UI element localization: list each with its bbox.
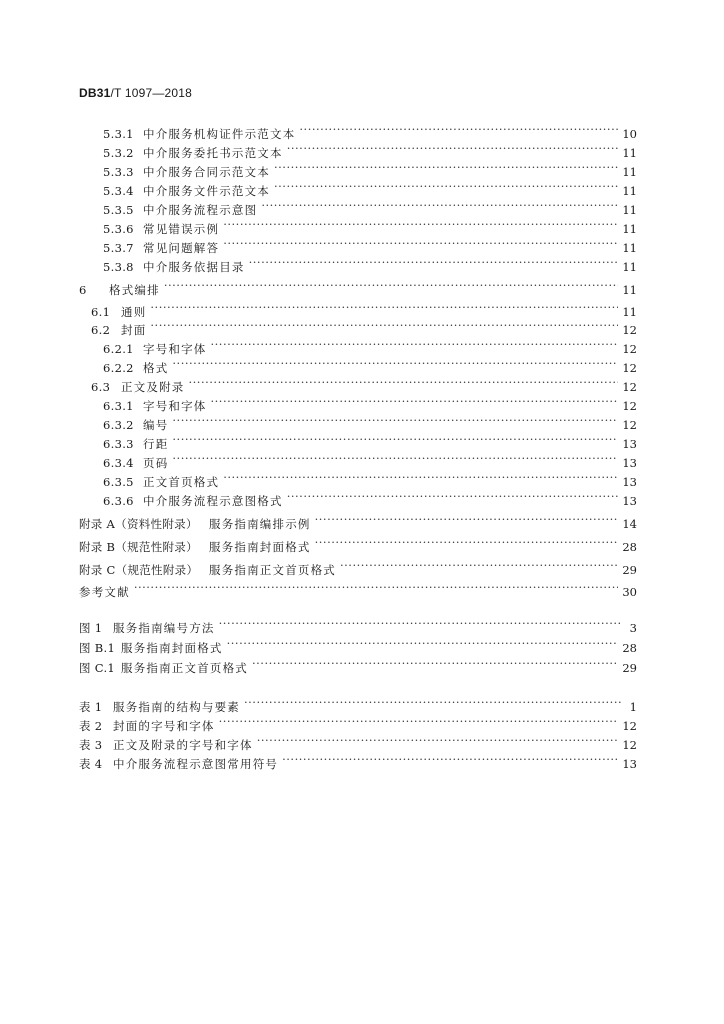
- toc-entry[interactable]: [79, 578, 637, 599]
- toc-entry-title: 封面的字号和字体: [113, 719, 215, 733]
- toc-entry-number: 表 2: [79, 719, 103, 733]
- toc-dot-leader: [211, 392, 619, 410]
- toc-entry-title: 中介服务流程示意图: [143, 203, 258, 217]
- toc-entry-title: 字号和字体: [143, 399, 207, 413]
- toc-entry-number: 6.2.2: [103, 361, 134, 375]
- toc-dot-leader: [299, 120, 618, 138]
- toc-entry-number: 6.3.4: [103, 456, 134, 470]
- toc-dot-leader: [249, 253, 619, 271]
- toc-entry-title: 行距: [143, 437, 169, 451]
- toc-entry-title: 正文及附录: [121, 380, 185, 394]
- toc-entry-page: 30: [622, 585, 637, 599]
- toc-entry-title: 页码: [143, 456, 169, 470]
- toc-entry-number: 6.3.3: [103, 437, 134, 451]
- toc-entry[interactable]: [103, 392, 637, 413]
- toc-entry-page: 11: [622, 222, 637, 236]
- toc-entry-number: 5.3.1: [103, 127, 134, 141]
- toc-entry-number: 图 B.1: [79, 641, 116, 655]
- toc-entry-number: 附录 C（规范性附录）: [79, 563, 199, 577]
- toc-entry-number: 5.3.7: [103, 241, 134, 255]
- toc-entry-number: 附录 B（规范性附录）: [79, 540, 198, 554]
- toc-entry-number: 5.3.4: [103, 184, 134, 198]
- toc-dot-leader: [172, 354, 618, 372]
- toc-dot-leader: [252, 654, 618, 672]
- toc-entry[interactable]: [103, 487, 637, 508]
- toc-dot-leader: [244, 693, 621, 711]
- toc-entry-number: 5.3.8: [103, 260, 134, 274]
- toc-entry-number: 图 1: [79, 621, 103, 635]
- toc-entry-title: 服务指南编号方法: [113, 621, 215, 635]
- toc-dot-leader: [172, 411, 618, 429]
- toc-dot-leader: [340, 556, 618, 574]
- document-code: [79, 86, 192, 100]
- toc-dot-leader: [282, 750, 618, 768]
- toc-entry[interactable]: [79, 510, 637, 531]
- toc-entry[interactable]: [103, 120, 637, 141]
- toc-entry-title: 通则: [121, 305, 147, 319]
- toc-entry-title: 常见问题解答: [143, 241, 220, 255]
- toc-entry[interactable]: [103, 139, 637, 160]
- toc-entry[interactable]: [103, 196, 637, 217]
- toc-entry[interactable]: [79, 533, 637, 554]
- toc-entry-title: 编号: [143, 418, 169, 432]
- toc-entry[interactable]: [79, 712, 637, 733]
- toc-entry-number: 5.3.2: [103, 146, 134, 160]
- toc-entry-number: 6.2: [91, 323, 111, 337]
- toc-entry[interactable]: [103, 335, 637, 356]
- toc-entry-number: 图 C.1: [79, 661, 116, 675]
- toc-entry-page: 12: [622, 380, 637, 394]
- toc-entry-number: 6: [79, 283, 87, 297]
- toc-entry-page: 11: [622, 203, 637, 217]
- toc-dot-leader: [287, 139, 619, 157]
- toc-entry-page: 10: [622, 127, 637, 141]
- toc-entry-page: 12: [622, 418, 637, 432]
- toc-entry[interactable]: [103, 253, 637, 274]
- toc-dot-leader: [227, 634, 619, 652]
- toc-entry-title: 字号和字体: [143, 342, 207, 356]
- toc-entry-number: 表 4: [79, 757, 103, 771]
- toc-entry-number: 6.3.6: [103, 494, 134, 508]
- toc-entry-page: 14: [622, 517, 637, 531]
- toc-entry[interactable]: [103, 449, 637, 470]
- toc-entry-number: 6.1: [91, 305, 111, 319]
- toc-entry[interactable]: [103, 215, 637, 236]
- toc-entry-title: 常见错误示例: [143, 222, 220, 236]
- toc-dot-leader: [172, 449, 618, 467]
- toc-dot-leader: [219, 712, 619, 730]
- toc-entry-number: 5.3.3: [103, 165, 134, 179]
- toc-entry-page: 28: [622, 641, 637, 655]
- toc-entry[interactable]: [103, 354, 637, 375]
- toc-entry-page: 13: [622, 456, 637, 470]
- toc-entry-title: 中介服务合同示范文本: [143, 165, 270, 179]
- toc-entry-title: 参考文献: [79, 585, 130, 599]
- toc-dot-leader: [223, 468, 618, 486]
- toc-entry[interactable]: [79, 750, 637, 771]
- toc-dot-leader: [315, 533, 619, 551]
- toc-entry-title: 中介服务依据目录: [143, 260, 245, 274]
- toc-entry-page: 1: [629, 700, 637, 714]
- toc-dot-leader: [257, 731, 619, 749]
- toc-entry-title: 服务指南正文首页格式: [121, 661, 248, 675]
- toc-entry-page: 29: [622, 661, 637, 675]
- toc-dot-leader: [261, 196, 618, 214]
- toc-entry-page: 11: [622, 165, 637, 179]
- toc-entry-title: 服务指南的结构与要素: [113, 700, 240, 714]
- toc-entry-page: 11: [622, 305, 637, 319]
- toc-entry[interactable]: [103, 411, 637, 432]
- toc-entry-page: 11: [622, 184, 637, 198]
- toc-entry-title: 中介服务流程示意图格式: [143, 494, 283, 508]
- toc-dot-leader: [134, 578, 619, 596]
- toc-entry-title: 中介服务委托书示范文本: [143, 146, 283, 160]
- toc-entry[interactable]: [103, 234, 637, 255]
- toc-entry-page: 13: [622, 494, 637, 508]
- toc-dot-leader: [211, 335, 619, 353]
- toc-entry-title: 中介服务机构证件示范文本: [143, 127, 296, 141]
- toc-entry-page: 12: [622, 323, 637, 337]
- toc-entry-page: 12: [622, 399, 637, 413]
- toc-dot-leader: [219, 614, 621, 632]
- toc-entry-page: 11: [622, 146, 637, 160]
- toc-entry-number: 6.3: [91, 380, 111, 394]
- toc-entry-page: 3: [629, 621, 637, 635]
- toc-entry[interactable]: [79, 654, 637, 675]
- toc-entry-title: 中介服务文件示范文本: [143, 184, 270, 198]
- toc-entry-page: 12: [622, 738, 637, 752]
- toc-dot-leader: [287, 487, 619, 505]
- toc-entry-number: 5.3.6: [103, 222, 134, 236]
- toc-dot-leader: [223, 234, 618, 252]
- document-code-prefix: DB31: [79, 86, 111, 100]
- toc-entry[interactable]: [91, 316, 637, 337]
- toc-entry-title: 服务指南封面格式: [209, 540, 311, 554]
- toc-dot-leader: [172, 430, 618, 448]
- toc-entry-page: 11: [622, 260, 637, 274]
- toc-entry-page: 12: [622, 719, 637, 733]
- document-code-suffix: /T 1097—2018: [110, 86, 193, 100]
- toc-entry-page: 28: [622, 540, 637, 554]
- toc-entry-page: 12: [622, 361, 637, 375]
- toc-entry-number: 6.2.1: [103, 342, 134, 356]
- toc-entry-title: 格式编排: [109, 283, 160, 297]
- toc-entry-title: 正文及附录的字号和字体: [113, 738, 253, 752]
- toc-entry-page: 13: [622, 757, 637, 771]
- toc-dot-leader: [150, 298, 618, 316]
- toc-entry[interactable]: [79, 731, 637, 752]
- toc-entry-title: 服务指南正文首页格式: [209, 563, 336, 577]
- toc-entry[interactable]: [103, 158, 637, 179]
- toc-entry-title: 服务指南编排示例: [209, 517, 311, 531]
- toc-entry-page: 11: [622, 241, 637, 255]
- toc-dot-leader: [315, 510, 619, 528]
- toc-entry[interactable]: [91, 373, 637, 394]
- toc-entry-page: 13: [622, 437, 637, 451]
- toc-entry[interactable]: [103, 177, 637, 198]
- toc-entry[interactable]: [103, 468, 637, 489]
- toc-entry-title: 正文首页格式: [143, 475, 220, 489]
- toc-entry[interactable]: [103, 430, 637, 451]
- toc-entry-page: 29: [622, 563, 637, 577]
- toc-entry-number: 表 1: [79, 700, 103, 714]
- toc-entry[interactable]: [79, 276, 637, 297]
- toc-entry[interactable]: [79, 556, 637, 577]
- toc-entry-title: 封面: [121, 323, 147, 337]
- toc-entry-title: 服务指南封面格式: [121, 641, 223, 655]
- toc-entry-number: 6.3.2: [103, 418, 134, 432]
- toc-entry[interactable]: [79, 693, 637, 714]
- toc-entry[interactable]: [79, 634, 637, 655]
- toc-dot-leader: [223, 215, 618, 233]
- toc-entry[interactable]: [91, 298, 637, 319]
- toc-dot-leader: [164, 276, 619, 294]
- toc-entry-page: 12: [622, 342, 637, 356]
- toc-entry-page: 13: [622, 475, 637, 489]
- toc-entry-number: 5.3.5: [103, 203, 134, 217]
- toc-entry-number: 6.3.5: [103, 475, 134, 489]
- toc-dot-leader: [274, 158, 618, 176]
- toc-entry-page: 11: [622, 283, 637, 297]
- toc-dot-leader: [150, 316, 618, 334]
- toc-entry[interactable]: [79, 614, 637, 635]
- toc-entry-number: 附录 A（资料性附录）: [79, 517, 198, 531]
- toc-entry-number: 表 3: [79, 738, 103, 752]
- toc-dot-leader: [189, 373, 619, 391]
- toc-entry-title: 格式: [143, 361, 169, 375]
- toc-dot-leader: [274, 177, 618, 195]
- toc-entry-title: 中介服务流程示意图常用符号: [113, 757, 279, 771]
- toc-entry-number: 6.3.1: [103, 399, 134, 413]
